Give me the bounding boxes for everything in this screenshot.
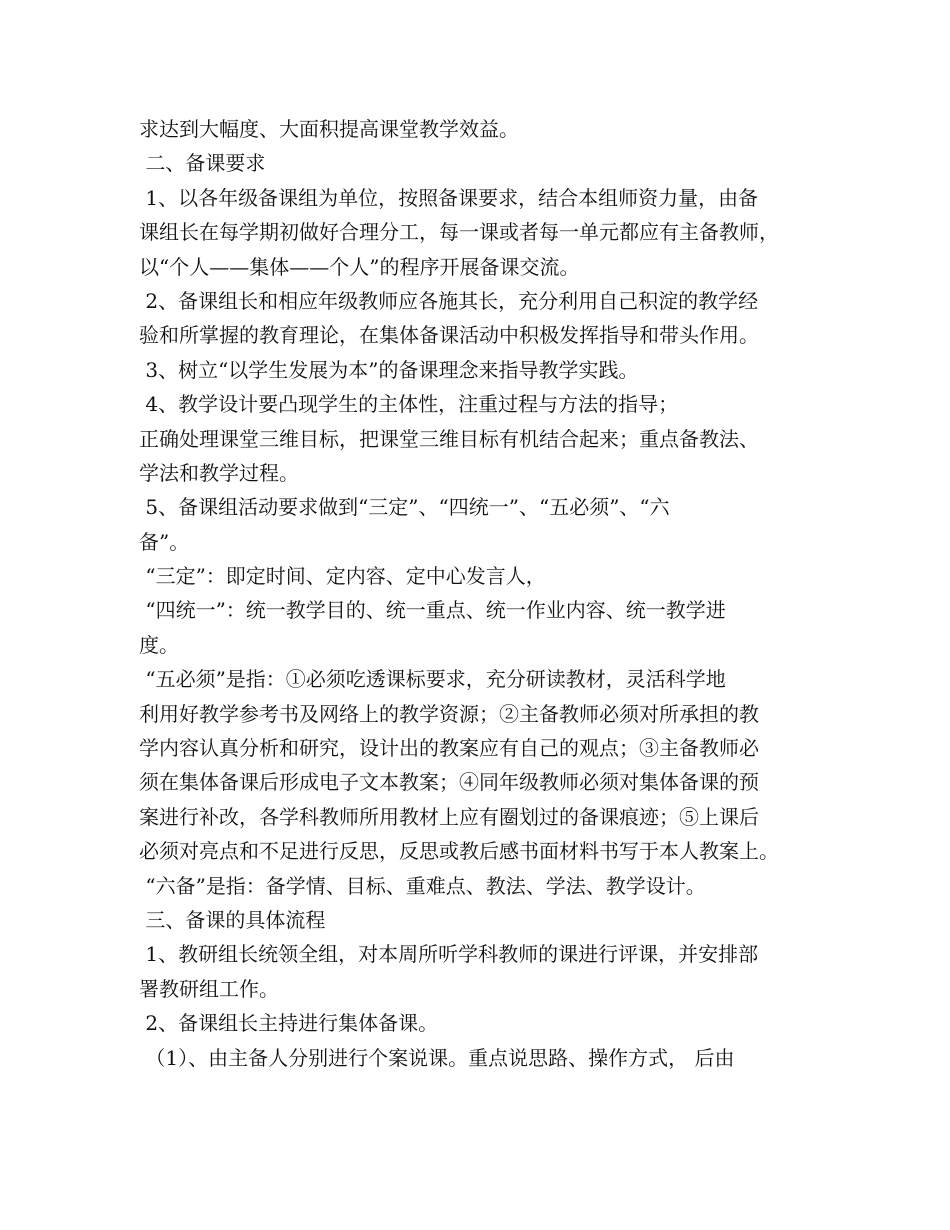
- text-line: 须在集体备课后形成电子文本教案；④同年级教师必须对集体备课的预: [139, 770, 759, 795]
- text-line: 5、备课组活动要求做到“三定”、“四统一”、“五必须”、“六: [139, 495, 670, 520]
- text-line: 署教研组工作。: [139, 976, 279, 1001]
- text-line: 正确处理课堂三维目标，把课堂三维目标有机结合起来；重点备教法、: [139, 426, 759, 451]
- text-line: 验和所掌握的教育理论，在集体备课活动中积极发挥指导和带头作用。: [139, 323, 759, 348]
- text-line: 学法和教学过程。: [139, 460, 299, 485]
- text-line: 求达到大幅度、大面积提高课堂教学效益。: [139, 117, 519, 141]
- text-line: 学内容认真分析和研究，设计出的教案应有自己的观点；③主备教师必: [139, 736, 759, 761]
- text-line: “六备”是指：备学情、目标、重难点、教法、学法、教学设计。: [139, 873, 706, 898]
- text-line: 4、教学设计要凸现学生的主体性，注重过程与方法的指导；: [139, 392, 679, 417]
- text-line: 3、树立“以学生发展为本”的备课理念来指导教学实践。: [139, 357, 639, 382]
- text-line: 以“个人——集体——个人”的程序开展备课交流。: [139, 254, 580, 279]
- text-line: 1、教研组长统领全组，对本周所听学科教师的课进行评课，并安排部: [139, 942, 759, 967]
- document-body: [139, 112, 819, 1075]
- text-line: “三定”：即定时间、定内容、定中心发言人，: [139, 564, 546, 589]
- text-line: 度。: [139, 632, 179, 657]
- text-line: “五必须”是指：①必须吃透课标要求，充分研读教材，灵活科学地: [139, 667, 726, 692]
- text-line: 案进行补改，各学科教师所用教材上应有圈划过的备课痕迹；⑤上课后: [139, 804, 759, 829]
- text-line: 利用好教学参考书及网络上的教学资源；②主备教师必须对所承担的教: [139, 701, 759, 726]
- text-line: 2、备课组长主持进行集体备课。: [139, 1011, 439, 1036]
- text-line: “四统一”：统一教学目的、统一重点、统一作业内容、统一教学进: [139, 598, 726, 623]
- section-heading: 三、备课的具体流程: [139, 907, 326, 932]
- section-heading: 二、备课要求: [139, 151, 266, 176]
- text-line: 备”。: [139, 529, 190, 554]
- text-line: （1）、由主备人分别进行个案说课。重点说思路、操作方式， 后由: [139, 1045, 735, 1070]
- text-line: 必须对亮点和不足进行反思，反思或教后感书面材料书写于本人教案上。: [139, 839, 779, 864]
- text-line: 2、备课组长和相应年级教师应各施其长，充分利用自己积淀的教学经: [139, 288, 759, 313]
- text-line: 课组长在每学期初做好合理分工，每一课或者每一单元都应有主备教师，: [139, 220, 779, 245]
- text-line: 1、以各年级备课组为单位，按照备课要求，结合本组师资力量，由备: [139, 185, 759, 210]
